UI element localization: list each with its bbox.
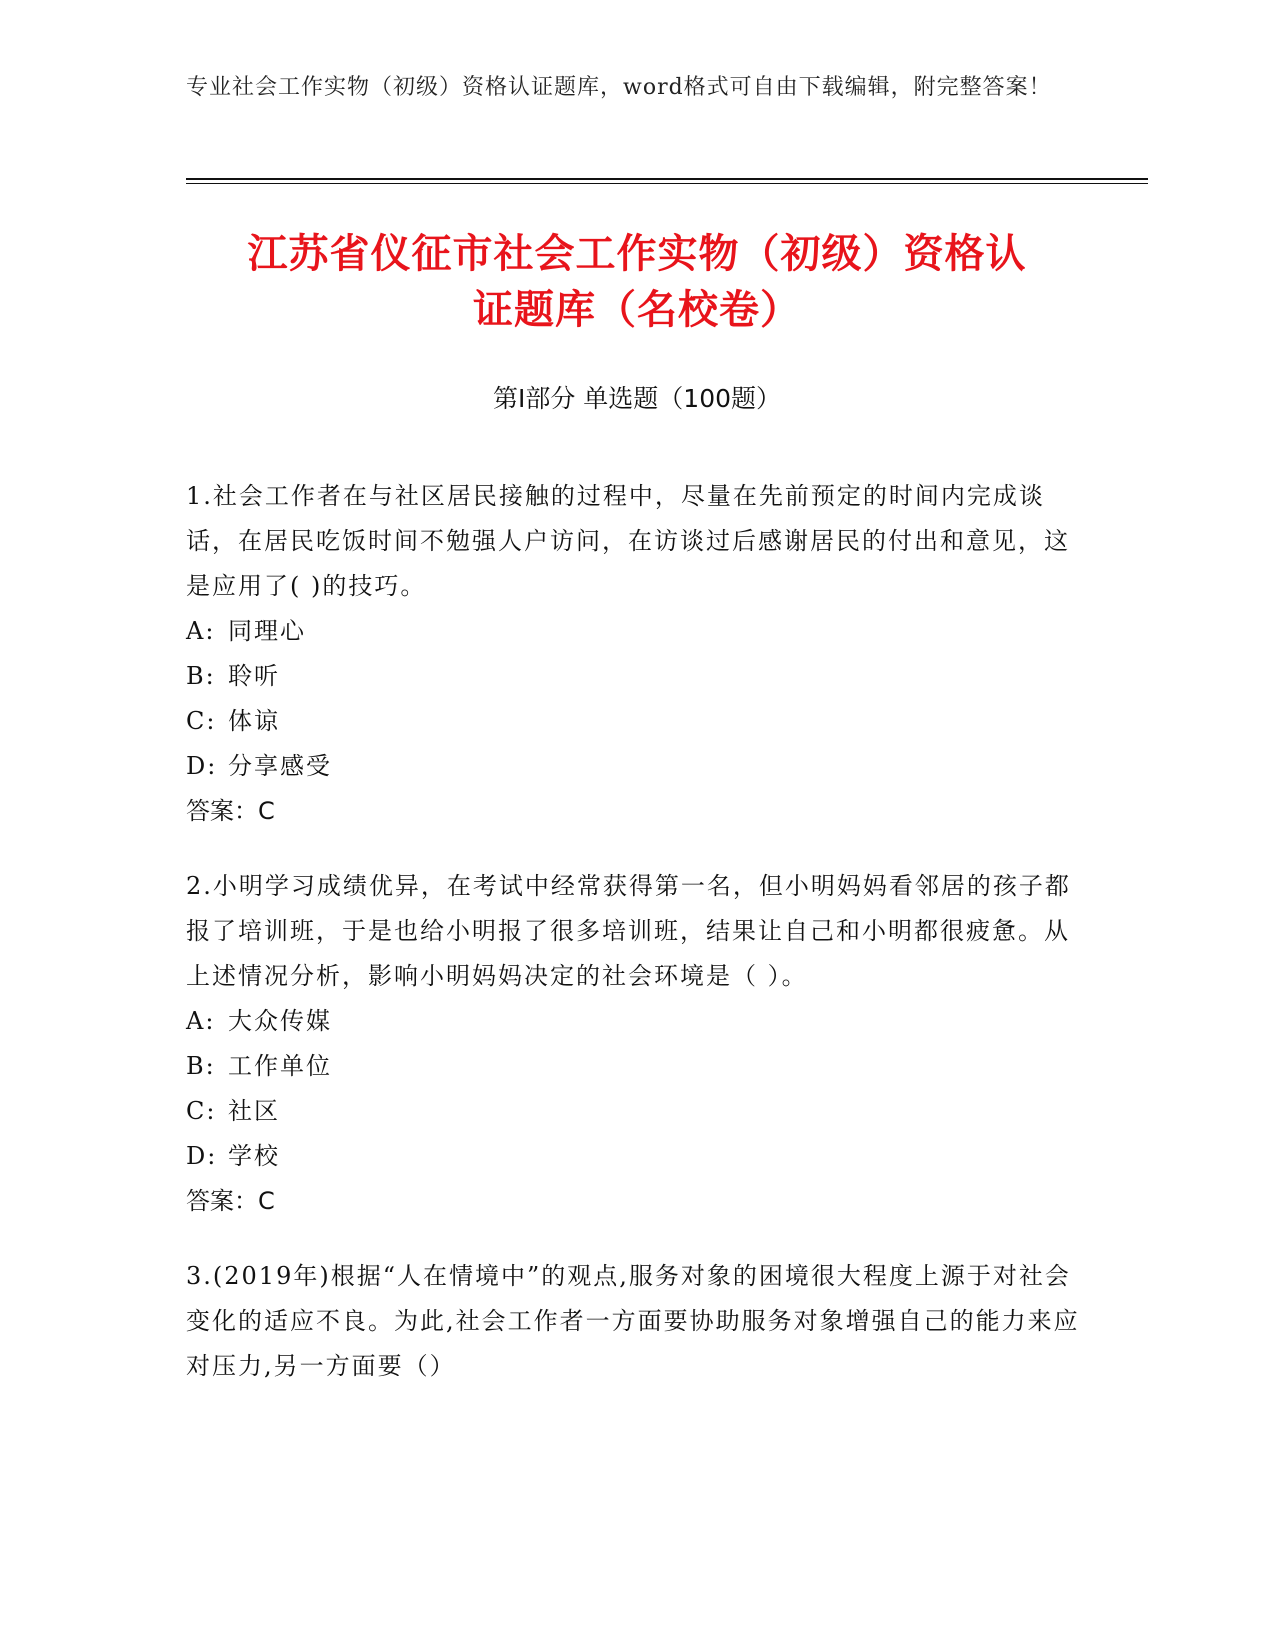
option-d [186,744,1086,789]
option-letter: A: [186,617,216,645]
question-list [186,474,1086,1419]
option-d [186,1134,1086,1179]
question-item [186,1254,1086,1389]
answer-line: 答案：C [186,1187,275,1215]
option-a [186,609,1086,654]
option-c [186,699,1086,744]
option-letter: B: [186,662,216,690]
option-text: 大众传媒 [228,1007,332,1035]
option-text: 工作单位 [228,1052,332,1080]
document-title-line: 证题库（名校卷） [473,287,801,333]
option-letter: B: [186,1052,216,1080]
section-heading: 第Ⅰ部分 单选题（100题） [492,384,782,413]
answer-line: 答案：C [186,797,275,825]
question-stem: 1.社会工作者在与社区居民接触的过程中，尽量在先前预定的时间内完成谈话，在居民吃饭时间不勉强人户访问，在访谈过后感谢居民的付出和意见，这是应用了( )的技巧。 [186,482,1070,600]
header-rule-thin [186,183,1148,184]
option-text: 聆听 [228,662,280,690]
question-item [186,864,1086,1224]
option-text: 社区 [228,1097,280,1125]
question-item [186,474,1086,834]
option-letter: C: [186,1097,217,1125]
option-letter: A: [186,1007,216,1035]
document-title-line: 江苏省仪征市社会工作实物（初级）资格认 [247,231,1027,277]
option-text: 学校 [228,1142,280,1170]
option-a [186,999,1086,1044]
option-b [186,654,1086,699]
option-letter: D: [186,752,218,780]
document-title [186,226,1088,338]
option-text: 分享感受 [228,752,332,780]
header-note: 专业社会工作实物（初级）资格认证题库，word格式可自由下载编辑，附完整答案！ [186,75,1052,100]
header-rule-thick [186,178,1148,180]
option-c [186,1089,1086,1134]
question-stem: 3.(2019年)根据“人在情境中”的观点,服务对象的困境很大程度上源于对社会变化的适应不良。为此,社会工作者一方面要协助服务对象增强自己的能力来应对压力,另一方面要（） [186,1262,1080,1380]
option-letter: C: [186,707,217,735]
question-stem: 2.小明学习成绩优异，在考试中经常获得第一名，但小明妈妈看邻居的孩子都报了培训班，于是也给小明报了很多培训班，结果让自己和小明都很疲惫。从上述情况分析，影响小明妈妈决定的社会环境是（ ）。 [186,872,1071,990]
option-b [186,1044,1086,1089]
option-text: 体谅 [228,707,280,735]
option-letter: D: [186,1142,218,1170]
option-text: 同理心 [228,617,306,645]
